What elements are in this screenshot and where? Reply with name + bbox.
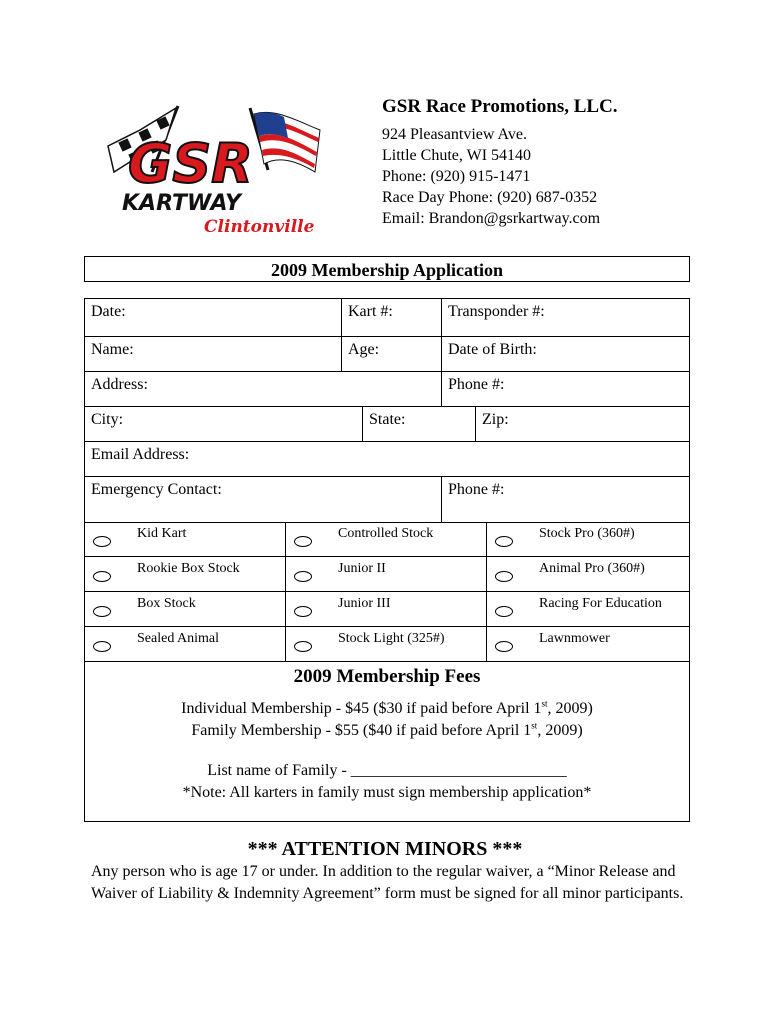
radio-circle-icon[interactable] <box>294 606 312 617</box>
company-info <box>382 96 742 229</box>
class-option[interactable] <box>285 592 486 626</box>
gsr-kartway-logo <box>100 100 330 240</box>
class-option[interactable] <box>486 592 689 626</box>
class-row <box>85 557 689 592</box>
radio-circle-icon[interactable] <box>93 536 111 547</box>
class-option[interactable] <box>85 522 285 556</box>
form-row-date <box>85 299 689 337</box>
date-field[interactable]: Date: <box>91 303 126 320</box>
family-list-field[interactable]: List name of Family - ___________________________ <box>207 762 567 779</box>
class-label: Junior II <box>338 561 386 576</box>
class-option[interactable] <box>85 592 285 626</box>
attention-minors-body: Any person who is age 17 or under. In addition to the regular waiver, a “Minor Release and Waiver of Liability & Indemnity Agreement” form must be signed for all minor participants. <box>91 863 684 902</box>
kart-number-field[interactable]: Kart #: <box>341 299 441 336</box>
company-phone: Phone: (920) 915-1471 <box>382 168 531 185</box>
class-option[interactable] <box>85 557 285 591</box>
form-title: 2009 Membership Application <box>84 256 690 282</box>
class-option[interactable] <box>486 522 689 556</box>
company-race-day-phone: Race Day Phone: (920) 687-0352 <box>382 189 598 206</box>
radio-circle-icon[interactable] <box>294 536 312 547</box>
class-option[interactable] <box>486 627 689 661</box>
class-label: Box Stock <box>137 596 196 611</box>
company-address1: 924 Pleasantview Ave. <box>382 126 528 143</box>
city-field[interactable]: City: <box>91 411 124 428</box>
class-option[interactable] <box>285 522 486 556</box>
class-label: Racing For Education <box>539 596 662 611</box>
family-fee: Family Membership - $55 ($40 if paid before April 1st, 2009) <box>191 720 583 739</box>
fees-heading: 2009 Membership Fees <box>293 666 481 687</box>
radio-circle-icon[interactable] <box>294 641 312 652</box>
phone-field[interactable]: Phone #: <box>441 372 691 406</box>
logo-kartway-text: KARTWAY <box>122 191 241 216</box>
class-label: Kid Kart <box>137 526 187 541</box>
class-label: Stock Pro (360#) <box>539 526 635 541</box>
class-option[interactable] <box>285 557 486 591</box>
class-label: Lawnmower <box>539 631 610 646</box>
class-label: Animal Pro (360#) <box>539 561 645 576</box>
company-email: Email: Brandon@gsrkartway.com <box>382 210 601 227</box>
individual-fee: Individual Membership - $45 ($30 if paid before April 1st, 2009) <box>181 698 593 717</box>
class-selection <box>84 522 690 662</box>
form-row-address <box>85 372 689 407</box>
attention-minors-title: *** ATTENTION MINORS *** <box>247 838 523 860</box>
company-name: GSR Race Promotions, LLC. <box>382 96 618 117</box>
class-option[interactable] <box>486 557 689 591</box>
class-label: Sealed Animal <box>137 631 220 646</box>
class-row <box>85 522 689 557</box>
class-label: Stock Light (325#) <box>338 631 445 646</box>
radio-circle-icon[interactable] <box>93 606 111 617</box>
company-address2: Little Chute, WI 54140 <box>382 147 532 164</box>
zip-field[interactable]: Zip: <box>475 407 691 441</box>
form-row-email <box>85 442 689 477</box>
radio-circle-icon[interactable] <box>495 536 513 547</box>
radio-circle-icon[interactable] <box>93 641 111 652</box>
application-form <box>84 298 690 523</box>
class-label: Junior III <box>338 596 391 611</box>
radio-circle-icon[interactable] <box>495 606 513 617</box>
logo-clintonville-text: Clintonville <box>204 217 315 237</box>
class-row <box>85 627 689 662</box>
class-option[interactable] <box>85 627 285 661</box>
age-field[interactable]: Age: <box>341 337 441 371</box>
emergency-contact-field[interactable]: Emergency Contact: <box>91 481 222 498</box>
radio-circle-icon[interactable] <box>495 571 513 582</box>
dob-field[interactable]: Date of Birth: <box>441 337 691 371</box>
radio-circle-icon[interactable] <box>294 571 312 582</box>
emergency-phone-field[interactable]: Phone #: <box>441 477 691 522</box>
email-field[interactable]: Email Address: <box>91 446 190 463</box>
address-field[interactable]: Address: <box>91 376 148 393</box>
us-flag-icon <box>250 108 320 172</box>
class-option[interactable] <box>285 627 486 661</box>
name-field[interactable]: Name: <box>91 341 134 358</box>
form-row-name <box>85 337 689 372</box>
membership-fees <box>84 662 690 822</box>
logo-gsr-text: GSR <box>128 132 253 195</box>
class-label: Rookie Box Stock <box>137 561 240 576</box>
transponder-field[interactable]: Transponder #: <box>441 299 691 336</box>
class-row <box>85 592 689 627</box>
radio-circle-icon[interactable] <box>93 571 111 582</box>
state-field[interactable]: State: <box>362 407 475 441</box>
class-label: Controlled Stock <box>338 526 434 541</box>
form-row-emergency <box>85 477 689 523</box>
family-note: *Note: All karters in family must sign membership application* <box>182 784 592 801</box>
form-row-city <box>85 407 689 442</box>
radio-circle-icon[interactable] <box>495 641 513 652</box>
